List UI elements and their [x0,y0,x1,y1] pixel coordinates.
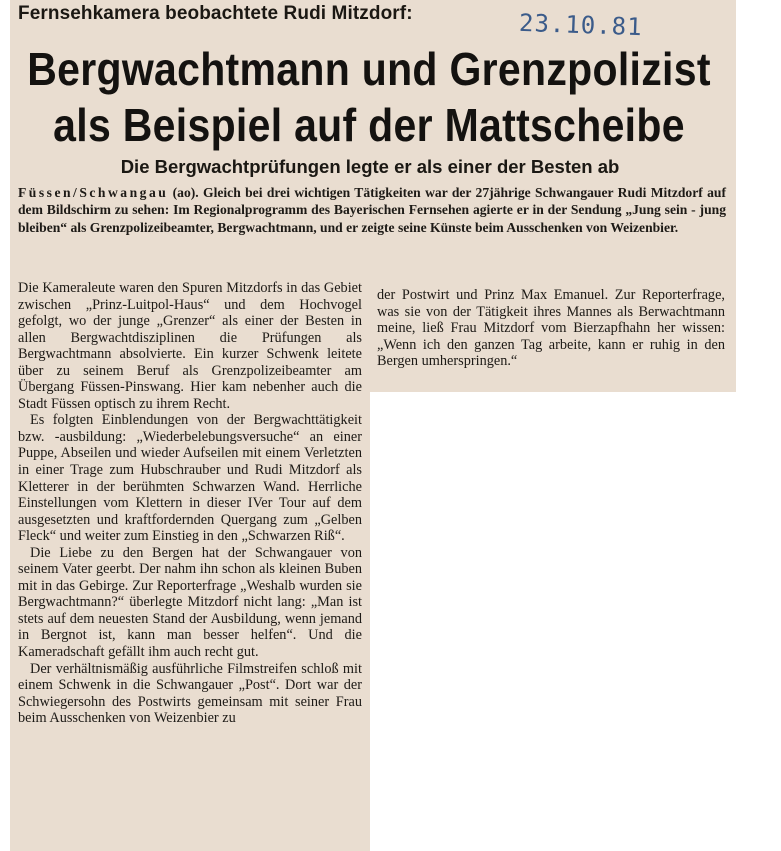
paragraph: Es folgten Einblendungen von der Bergwachttätigkeit bzw. -ausbildung: „Wiederbelebungsversuche“ an einer Puppe, Abseilen und wieder Aufseilen mit einem Verletzten in einer Trage zum Hubschrauber und Rudi Mitzdorf als Kletterer in der berühmten Schwarzen Wand. Herrliche Einstellungen vom Klettern in dieser IVer Tour auf dem ausgesetzten und kraftfordernden Quergang zum „Gelben Fleck“ und weiter zum Einstieg in den „Schwarzen Riß“. [18,412,362,545]
lead-text: (ao). Gleich bei drei wichtigen Tätigkeiten war der 27jährige Schwangauer Rudi Mitzdorf auf dem Bildschirm zu sehen: Im Regionalprogramm des Bayerischen Fernsehen agierte er in der Sendung „Jung sein - jung bleiben“ als Grenzpolizeibeamter, Bergwachtmann, und er zeigte seine Künste beim Ausschenken von Weizenbier. [18,185,726,235]
paragraph: Der verhältnismäßig ausführliche Filmstreifen schloß mit einem Schwenk in die Schwangauer „Post“. Dort war der Schwiegersohn des Postwirts gemeinsam mit seiner Frau beim Ausschenken von Weizenbier zu [18,660,362,727]
paragraph: Die Liebe zu den Bergen hat der Schwangauer von seinem Vater geerbt. Der nahm ihn schon als kleinen Buben mit in das Gebirge. Zur Reporterfrage „Weshalb wurden sie Bergwachtmann?“ überlegte Mitzdorf nicht lang: „Man ist stets auf dem neuesten Stand der Ausbildung, wenn jemand in Bergnot ist, kann man besser helfen“. Und die Kameradschaft gefällt ihm auch recht gut. [18,544,362,661]
kicker-line: Fernsehkamera beobachtete Rudi Mitzdorf: [18,3,413,24]
lead-paragraph [18,184,726,236]
article-column-1 [18,280,362,727]
headline-line-2: als Beispiel auf der Mattscheibe [53,99,685,151]
dateline: Füssen/Schwangau [18,185,169,200]
paragraph: der Postwirt und Prinz Max Emanuel. Zur Reporterfrage, was sie von der Tätigkeit ihres Mannes als Berwachtmann meine, ließ Frau Mitzdorf vom Bierzapfhahn her wissen: „Wenn ich den ganzen Tag arbeite, kann er ruhig in den Bergen umherspringen.“ [377,287,725,370]
headline-line-1: Bergwachtmann und Grenzpolizist [27,43,711,95]
paragraph: Die Kameraleute waren den Spuren Mitzdorfs in das Gebiet zwischen „Prinz-Luitpol-Haus“ und dem Hochvogel gefolgt, wo der junge „Grenzer“ als einer der Besten in allen Bergwachtdisziplinen die Prüfungen als Bergwachtmann absolvierte. Ein kurzer Schwenk leitete über zu seinem Beruf als Grenzpolizeibeamter am Übergang Füssen-Pinswang. Hier kam nebenher auch die Stadt Füssen optisch zu ihrem Recht. [18,280,362,412]
subheadline: Die Bergwachtprüfungen legte er als einer der Besten ab [120,156,620,177]
handwritten-date: 23.10.81 [518,8,644,42]
article-column-2 [377,287,725,370]
